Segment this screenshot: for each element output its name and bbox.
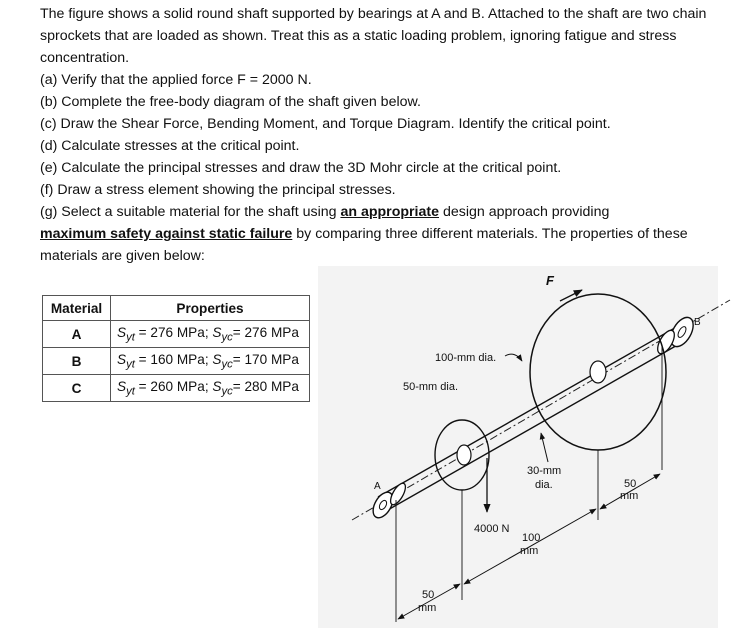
leader-30mm-dia xyxy=(541,433,548,462)
properties-cell: $S_{yt} = 276$ MPa; $S_{yc}= 276$ MPa xyxy=(111,321,310,348)
label-50mm-dia: 50-mm dia. xyxy=(403,381,459,393)
dim-left-50-num: 50 xyxy=(422,589,435,601)
leader-100mm-dia xyxy=(505,354,522,361)
label-4000n: 4000 N xyxy=(474,523,510,535)
part-b: (b) Complete the free-body diagram of the shaft given below. xyxy=(40,94,421,110)
dim-100-num: 100 xyxy=(522,532,541,544)
dim-left-50-unit: mm xyxy=(418,602,437,614)
material-cell: B xyxy=(43,348,111,375)
large-sprocket-hub xyxy=(590,361,606,383)
problem-intro: The figure shows a solid round shaft supported by bearings at A and B. Attached to the shaft are two chain sprockets that are loaded as shown. Treat this as a static loading problem, ignoring fatigue and stress concentration. xyxy=(40,6,707,66)
dim-100-unit: mm xyxy=(520,545,539,557)
underlined-phrase-1: an appropriate xyxy=(340,204,439,220)
label-b: B xyxy=(694,317,701,328)
material-cell: A xyxy=(43,321,111,348)
small-sprocket-hub xyxy=(457,445,471,465)
dim-right-50-unit: mm xyxy=(620,490,639,502)
properties-cell: $S_{yt} = 160$ MPa; $S_{yc}= 170$ MPa xyxy=(111,348,310,375)
part-e: (e) Calculate the principal stresses and draw the 3D Mohr circle at the critical point. xyxy=(40,160,562,176)
part-c: (c) Draw the Shear Force, Bending Moment, and Torque Diagram. Identify the critical point. xyxy=(40,116,611,132)
part-g: (g) Select a suitable material for the shaft using an appropriate design approach providing maximum safety against static failure by comparing three different materials. The properties of these materials are given below: xyxy=(40,204,688,264)
label-30mm: 30-mm xyxy=(527,465,562,477)
label-a: A xyxy=(374,481,381,492)
properties-cell: $S_{yt} = 260$ MPa; $S_{yc}= 280$ MPa xyxy=(111,375,310,402)
part-a: (a) Verify that the applied force F = 2000 N. xyxy=(40,72,312,88)
table-header-properties: Properties xyxy=(111,296,310,321)
label-f: F xyxy=(546,273,554,288)
part-f: (f) Draw a stress element showing the principal stresses. xyxy=(40,182,396,198)
material-cell: C xyxy=(43,375,111,402)
underlined-phrase-2: maximum safety against static failure xyxy=(40,226,293,242)
label-100mm-dia: 100-mm dia. xyxy=(435,352,497,364)
label-dia: dia. xyxy=(535,479,553,491)
dim-right-50-num: 50 xyxy=(624,478,637,490)
part-d: (d) Calculate stresses at the critical point. xyxy=(40,138,300,154)
chain-force-f xyxy=(560,290,582,301)
table-header-material: Material xyxy=(43,296,111,321)
